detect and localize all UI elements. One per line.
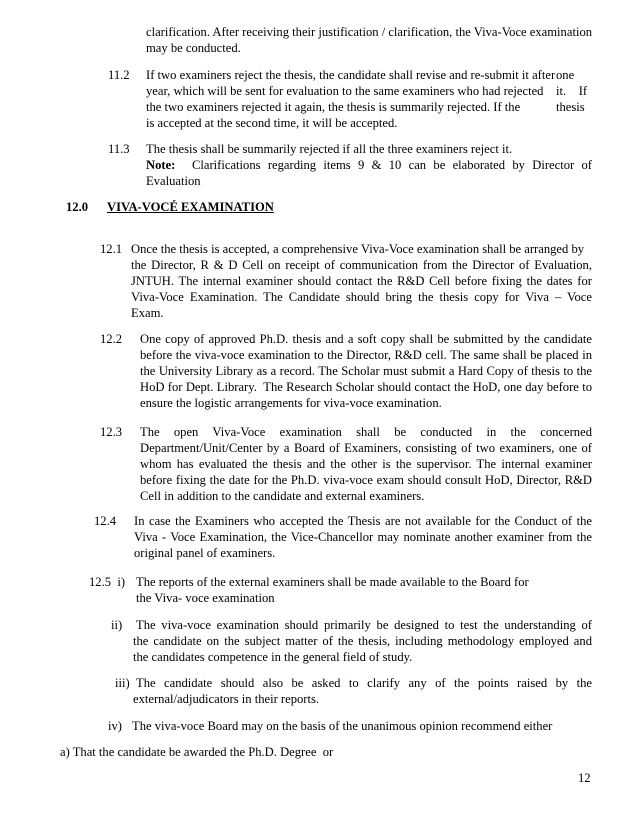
text-line: Clarifications regarding items 9 & 10 can be elaborated by Director of [192,158,592,172]
text-line: whom has evaluated the thesis and the other is the supervisor. The internal examiner [140,457,592,471]
section-number: 12.0 [66,200,89,214]
section-number: 12.2 [100,332,123,346]
text-line: The thesis shall be summarily rejected if all the three examiners reject it. [146,142,513,156]
text-line: external/adjudicators in their reports. [133,692,320,706]
text-line: the Viva- voce examination [136,591,275,605]
text-fragment: thesis [556,100,585,114]
text-line: Cell in addition to the candidate and external examiners. [140,489,425,503]
text-line: may be conducted. [146,41,241,55]
text-line: the candidate on the subject matter of the thesis, including methodology employed and [133,634,592,648]
text-line: The viva-voce Board may on the basis of the unanimous opinion recommend either [132,719,553,733]
text-line: JNTUH. The internal examiner should contact the R&D Cell before fixing the dates for [131,274,592,288]
text-line: the Director, R & D Cell on receipt of communication from the Director of Evaluation, [131,258,592,272]
note-label: Note: [146,158,176,172]
text-line: before the viva-voce examination to the Director, R&D cell. The same shall be placed in [140,348,592,362]
text-line: In case the Examiners who accepted the Thesis are not available for the Conduct of the [134,514,592,528]
list-label: iii) [115,676,130,690]
text-line: clarification. After receiving their justification / clarification, the Viva-Voce examination [146,25,593,39]
text-line: Department/Unit/Center by a Board of Examiners, consisting of two examiners, one of [140,441,592,455]
page-number: 12 [578,771,591,785]
text-line: The viva-voce examination should primarily be designed to test the understanding of [136,618,592,632]
text-line: The open Viva-Voce examination shall be conducted in the concerned [140,425,592,439]
text-line: The reports of the external examiners shall be made available to the Board for [136,575,529,589]
text-line: Viva-Voce Examination. The Candidate should bring the thesis copy for Viva – Voce [131,290,592,304]
text-line: year, which will be sent for evaluation to the same examiners who had rejected [146,84,544,98]
section-heading: VIVA-VOCÉ EXAMINATION [107,200,274,214]
section-number: 11.3 [108,142,130,156]
text-line: Evaluation [146,174,201,188]
text-line: original panel of examiners. [134,546,276,560]
list-label: iv) [108,719,122,733]
text-line: a) That the candidate be awarded the Ph.D. Degree or [60,745,334,759]
text-line: the University Library as a record. The Scholar must submit a Hard Copy of thesis to the [140,364,592,378]
text-line: the candidates competence in the general field of study. [133,650,413,664]
section-number: 11.2 [108,68,130,82]
text-line: Viva - Voce Examination, the Vice-Chancellor may nominate another examiner from the [134,530,592,544]
text-line: The candidate should also be asked to clarify any of the points raised by the [136,676,592,690]
list-label: ii) [111,618,123,632]
text-line: Exam. [131,306,164,320]
section-number: 12.3 [100,425,123,439]
text-line: the two examiners rejected it again, the thesis is summarily rejected. If the [146,100,521,114]
section-number: 12.4 [94,514,117,528]
text-line: Once the thesis is accepted, a comprehensive Viva-Voce examination shall be arranged by [131,242,585,256]
text-line: is accepted at the second time, it will be accepted. [146,116,398,130]
section-number: 12.5 i) [89,575,126,589]
text-line: before fixing the date for the Ph.D. viva-voce exam should consult HoD, Director, R&D [140,473,592,487]
text-line: ensure the logistic arrangements for viva-voce examination. [140,396,442,410]
text-line: If two examiners reject the thesis, the candidate shall revise and re-submit it after [146,68,556,82]
text-line: HoD for Dept. Library. The Research Scholar should contact the HoD, one day before to [140,380,592,394]
text-fragment: one [556,68,575,82]
text-fragment: it. If [556,84,588,98]
section-number: 12.1 [100,242,123,256]
text-line: One copy of approved Ph.D. thesis and a soft copy shall be submitted by the candidate [140,332,592,346]
